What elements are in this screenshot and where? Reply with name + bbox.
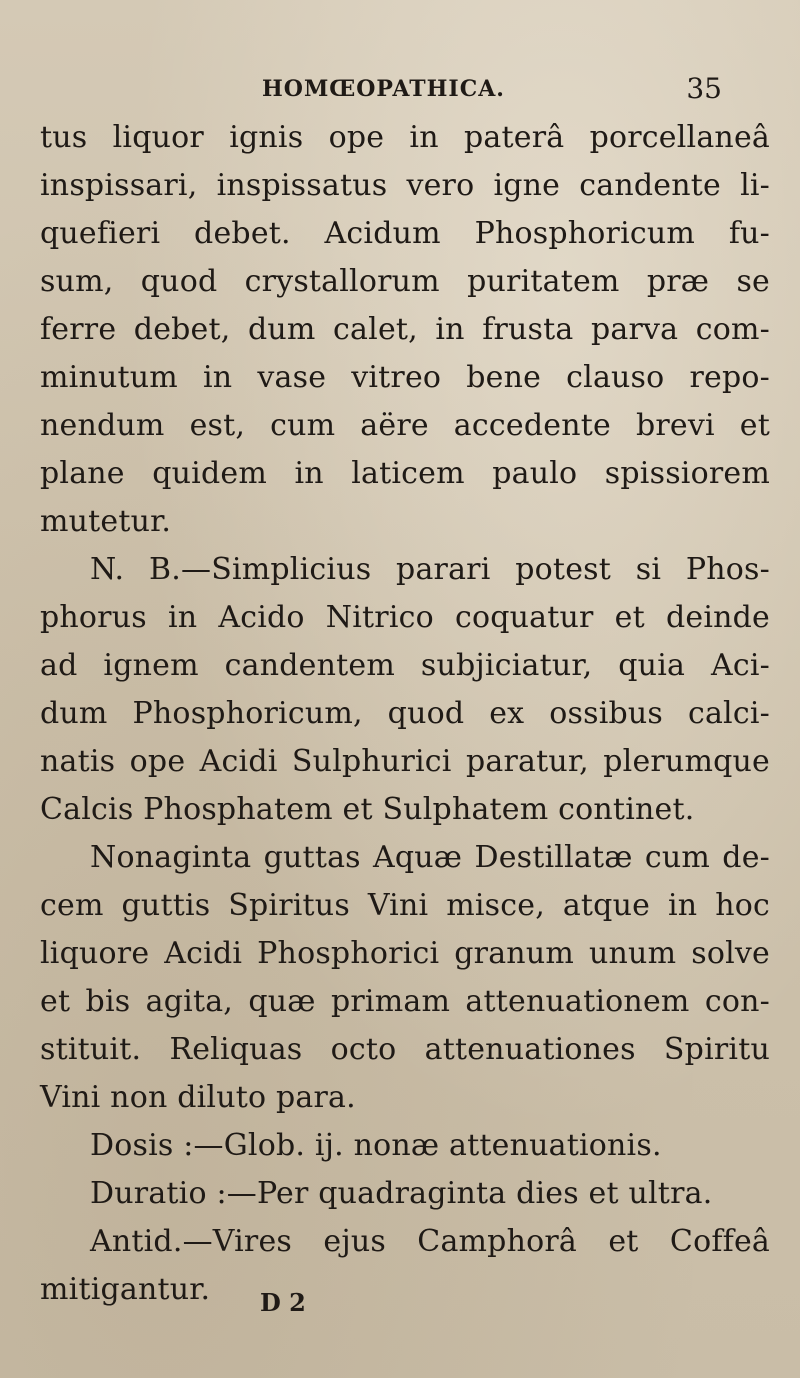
text-line-24: Antid.—Vires ejus Camphorâ et Coffeâ [90,1224,770,1259]
text-line-3: quefieri debet. Acidum Phosphoricum fu- [40,216,770,251]
text-line-13: dum Phosphoricum, quod ex ossibus calci- [40,696,770,731]
page-number: 35 [686,72,722,105]
text-line-17: cem guttis Spiritus Vini misce, atque in hoc [40,888,770,923]
text-line-20: stituit. Reliquas octo attenuationes Spiritu [40,1032,770,1067]
text-line-10: N. B.—Simplicius parari potest si Phos- [90,552,770,587]
text-line-14: natis ope Acidi Sulphurici paratur, plerumque [40,744,770,779]
text-line-18: liquore Acidi Phosphorici granum unum solve [40,936,770,971]
text-line-4: sum, quod crystallorum puritatem præ se [40,264,770,299]
text-line-12: ad ignem candentem subjiciatur, quia Aci- [40,648,770,683]
running-title: HOMŒOPATHICA. [262,76,505,102]
text-line-25: mitigantur. [40,1272,211,1307]
text-line-11: phorus in Acido Nitrico coquatur et deinde [40,600,770,635]
text-line-8: plane quidem in laticem paulo spissiorem [40,456,770,491]
signature-mark: D 2 [260,1288,306,1317]
text-line-2: inspissari, inspissatus vero igne candente li- [40,168,770,203]
text-line-15: Calcis Phosphatem et Sulphatem continet. [40,792,695,827]
text-line-21: Vini non diluto para. [40,1080,356,1115]
text-line-1: tus liquor ignis ope in paterâ porcellaneâ [40,120,770,155]
text-line-19: et bis agita, quæ primam attenuationem con- [40,984,770,1019]
text-line-22: Dosis :—Glob. ij. nonæ attenuationis. [90,1128,662,1163]
text-line-23: Duratio :—Per quadraginta dies et ultra. [90,1176,713,1211]
text-line-16: Nonaginta guttas Aquæ Destillatæ cum de- [90,840,770,875]
text-line-6: minutum in vase vitreo bene clauso repo- [40,360,770,395]
text-line-7: nendum est, cum aëre accedente brevi et [40,408,770,443]
page-header [262,72,722,112]
text-line-9: mutetur. [40,504,172,539]
text-line-5: ferre debet, dum calet, in frusta parva com- [40,312,770,347]
